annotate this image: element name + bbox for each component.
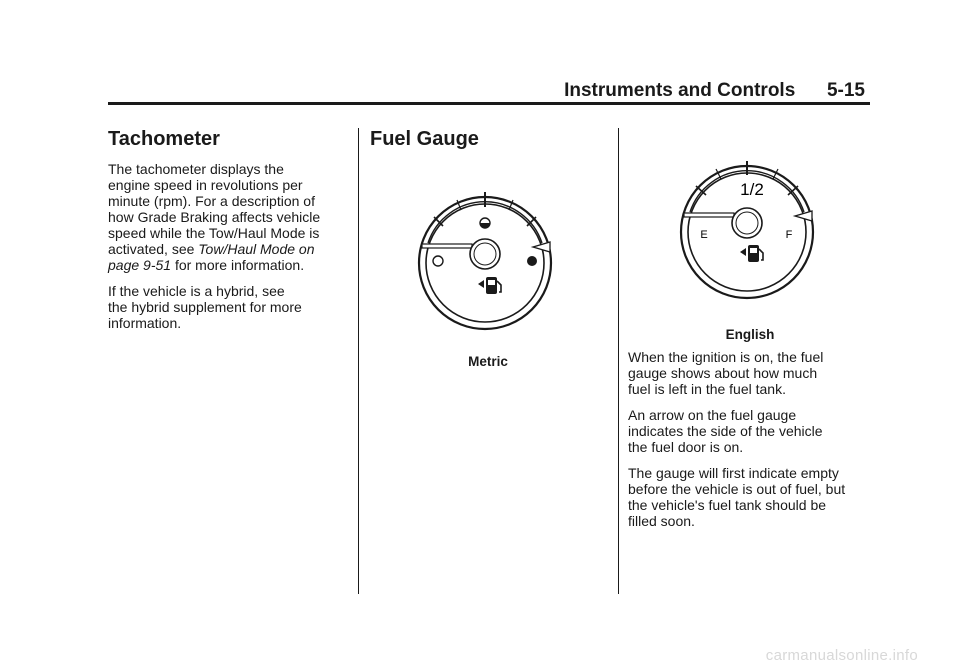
page-reference: page 9-51 <box>108 257 172 273</box>
english-caption: English <box>725 327 775 342</box>
fuel-pump-icon <box>740 245 763 262</box>
fuel-gauge-section <box>370 128 610 151</box>
fuel-gauge-heading: Fuel Gauge <box>370 128 479 150</box>
empty-label: E <box>700 229 708 241</box>
fuel-needle <box>684 213 734 217</box>
metric-fuel-gauge <box>410 185 560 345</box>
fuel-gauge-body <box>628 349 878 539</box>
fuel-paragraph-2: An arrow on the fuel gauge indicates the side of the vehicle the fuel door is on. <box>628 407 823 455</box>
fuel-paragraph-1: When the ignition is on, the fuel gauge shows about how much fuel is left in the fuel tank. <box>628 349 824 397</box>
fuel-paragraph-3: The gauge will first indicate empty before the vehicle is out of fuel, but the vehicle's fuel tank should be filled soon. <box>628 465 846 529</box>
half-marker-icon <box>480 218 490 228</box>
page-number: 5-15 <box>826 80 865 101</box>
watermark: carmanualsonline.info <box>765 647 918 664</box>
page-header <box>564 80 865 102</box>
column-divider-right <box>618 128 619 594</box>
empty-marker-icon <box>433 256 443 266</box>
metric-caption: Metric <box>468 354 508 369</box>
column-divider-left <box>358 128 359 594</box>
english-fuel-gauge <box>672 152 822 312</box>
section-title: Instruments and Controls <box>564 80 796 101</box>
tachometer-paragraph-1: The tachometer displays the engine speed in revolutions per minute (rpm). For a description of how Grade Braking affects vehicle speed while the Tow/Haul Mode is activated, see Tow/Haul Mode on page 9-51 for more information. <box>108 161 321 273</box>
tachometer-heading: Tachometer <box>108 128 220 150</box>
full-marker-icon <box>527 256 537 266</box>
header-rule <box>108 102 870 105</box>
fuel-needle <box>422 244 472 248</box>
tachometer-paragraph-2: If the vehicle is a hybrid, see the hybrid supplement for more information. <box>108 283 302 331</box>
fuel-pump-icon <box>478 277 501 294</box>
full-label: F <box>785 229 793 241</box>
tow-haul-link-text: Tow/Haul Mode on <box>198 241 315 257</box>
tachometer-section <box>108 128 353 341</box>
half-label: 1/2 <box>740 180 764 199</box>
